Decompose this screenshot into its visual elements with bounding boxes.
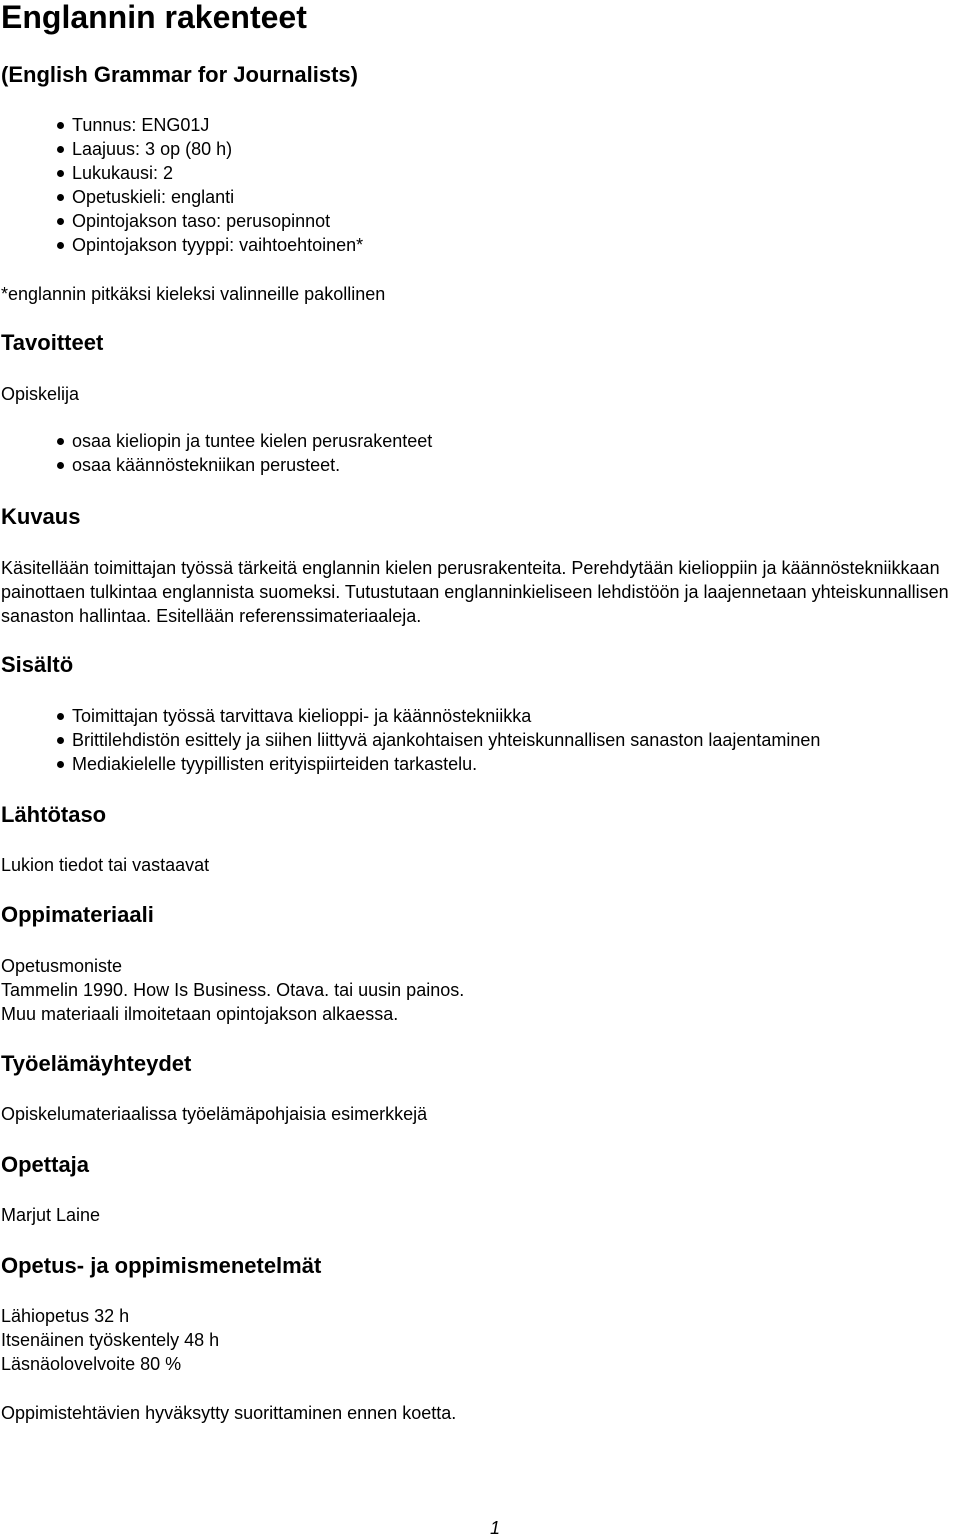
section-heading-oppimateriaali: Oppimateriaali [1,902,154,927]
section-heading-menetelmat: Opetus- ja oppimismenetelmät [1,1253,322,1278]
list-item: Opetuskieli: englanti [1,185,363,209]
menetelmat-note: Oppimistehtävien hyväksytty suorittaminen ennen koetta. [1,1403,457,1423]
list-item: osaa kieliopin ja tuntee kielen perusrakenteet [1,429,432,453]
opettaja-name: Marjut Laine [1,1205,101,1225]
section-heading-tyoelamayhteydet: Työelämäyhteydet [1,1051,192,1076]
section-heading-lahtotaso: Lähtötaso [1,802,107,827]
tavoitteet-intro: Opiskelija [1,384,80,404]
page-subtitle: (English Grammar for Journalists) [1,62,358,87]
menetelmat-line: Itsenäinen työskentely 48 h [1,1330,220,1350]
page-title: Englannin rakenteet [1,0,307,35]
list-item: Opintojakson taso: perusopinnot [1,209,363,233]
menetelmat-line: Läsnäolovelvoite 80 % [1,1354,182,1374]
course-info-list [1,113,363,257]
page-number: 1 [490,1518,501,1538]
menetelmat-line: Lähiopetus 32 h [1,1306,130,1326]
list-item: osaa käännöstekniikan perusteet. [1,453,432,477]
list-item: Mediakielelle tyypillisten erityispiirteiden tarkastelu. [1,752,820,776]
section-heading-tavoitteet: Tavoitteet [1,330,104,355]
list-item: Opintojakson tyyppi: vaihtoehtoinen* [1,233,363,257]
kuvaus-text: Käsitellään toimittajan työssä tärkeitä englannin kielen perusrakenteita. Perehdytään kielioppiin ja käännöstekniikkaan painottaen tulkintaa englannista suomeksi. Tutustutaan englanninkieliseen lehdistöön ja laajennetaan yhteiskunnallisen sanaston hallintaa. Esitellään referenssimateriaaleja. [1,558,949,626]
tavoitteet-list [1,429,432,477]
section-heading-opettaja: Opettaja [1,1152,90,1177]
section-heading-sisalto: Sisältö [1,652,74,677]
list-item: Laajuus: 3 op (80 h) [1,137,363,161]
footnote: *englannin pitkäksi kieleksi valinneille pakollinen [1,284,386,304]
oppimateriaali-line: Tammelin 1990. How Is Business. Otava. tai uusin painos. [1,980,465,1000]
tyoelamayhteydet-text: Opiskelumateriaalissa työelämäpohjaisia esimerkkejä [1,1104,428,1124]
list-item: Lukukausi: 2 [1,161,363,185]
lahtotaso-text: Lukion tiedot tai vastaavat [1,855,210,875]
list-item: Brittilehdistön esittely ja siihen liittyvä ajankohtaisen yhteiskunnallisen sanaston laajentaminen [1,728,820,752]
list-item: Tunnus: ENG01J [1,113,363,137]
oppimateriaali-line: Opetusmoniste [1,956,123,976]
list-item: Toimittajan työssä tarvittava kielioppi- ja käännöstekniikka [1,704,820,728]
sisalto-list [1,704,820,776]
section-heading-kuvaus: Kuvaus [1,504,81,529]
oppimateriaali-line: Muu materiaali ilmoitetaan opintojakson alkaessa. [1,1004,399,1024]
